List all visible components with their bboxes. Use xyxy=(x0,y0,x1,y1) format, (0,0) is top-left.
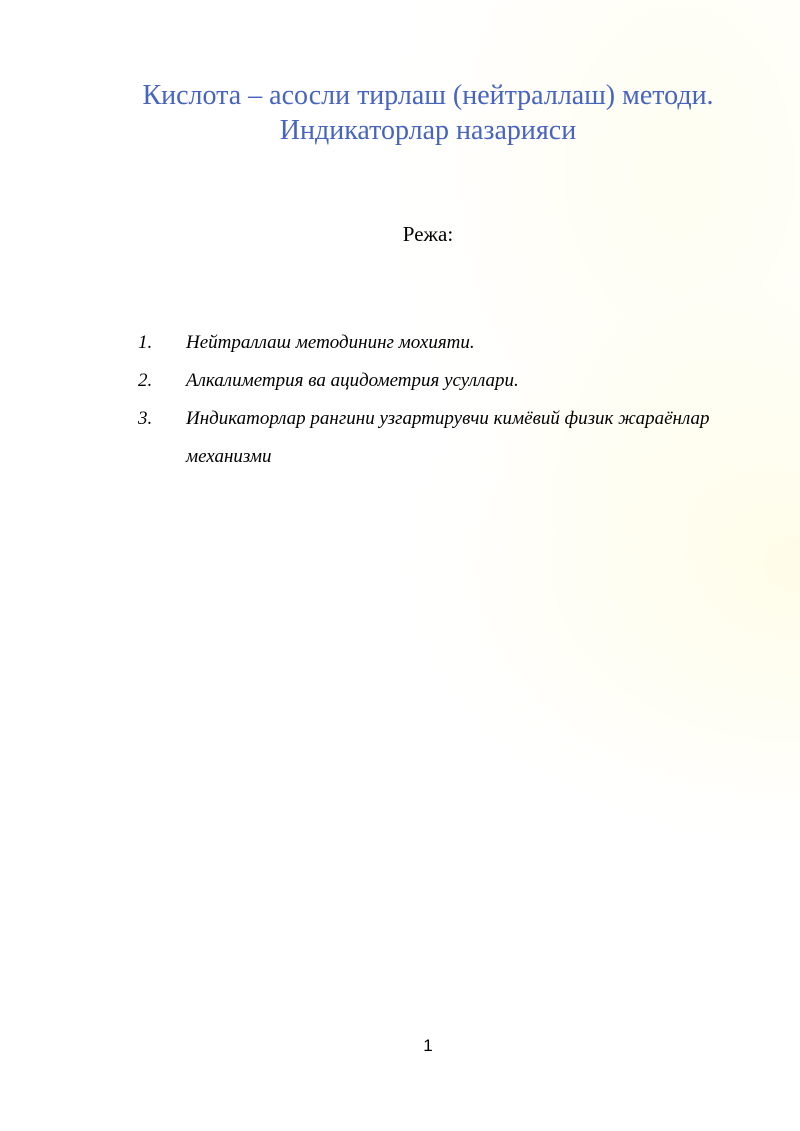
plan-item-text: Нейтраллаш методининг мохияти. xyxy=(186,332,475,353)
document-title xyxy=(0,78,800,148)
plan-item-number: 2. xyxy=(138,370,153,391)
plan-item-text: Индикаторлар рангини узгартирувчи кимёвий физик жараёнлар механизми xyxy=(186,408,710,467)
plan-item-text: Алкалиметрия ва ацидометрия усуллари. xyxy=(186,370,519,391)
plan-item-number: 1. xyxy=(138,332,153,353)
plan-heading: Режа: xyxy=(402,222,454,246)
plan-item-2 xyxy=(138,362,738,400)
page-number: 1 xyxy=(423,1036,433,1055)
plan-item-1 xyxy=(138,324,738,362)
plan-list xyxy=(138,324,738,476)
title-line-2: Индикаторлар назарияси xyxy=(279,115,577,146)
plan-item-number: 3. xyxy=(138,408,153,429)
plan-item-3 xyxy=(138,400,738,476)
title-line-1: Кислота – асосли тирлаш (нейтраллаш) методи. xyxy=(142,80,714,111)
